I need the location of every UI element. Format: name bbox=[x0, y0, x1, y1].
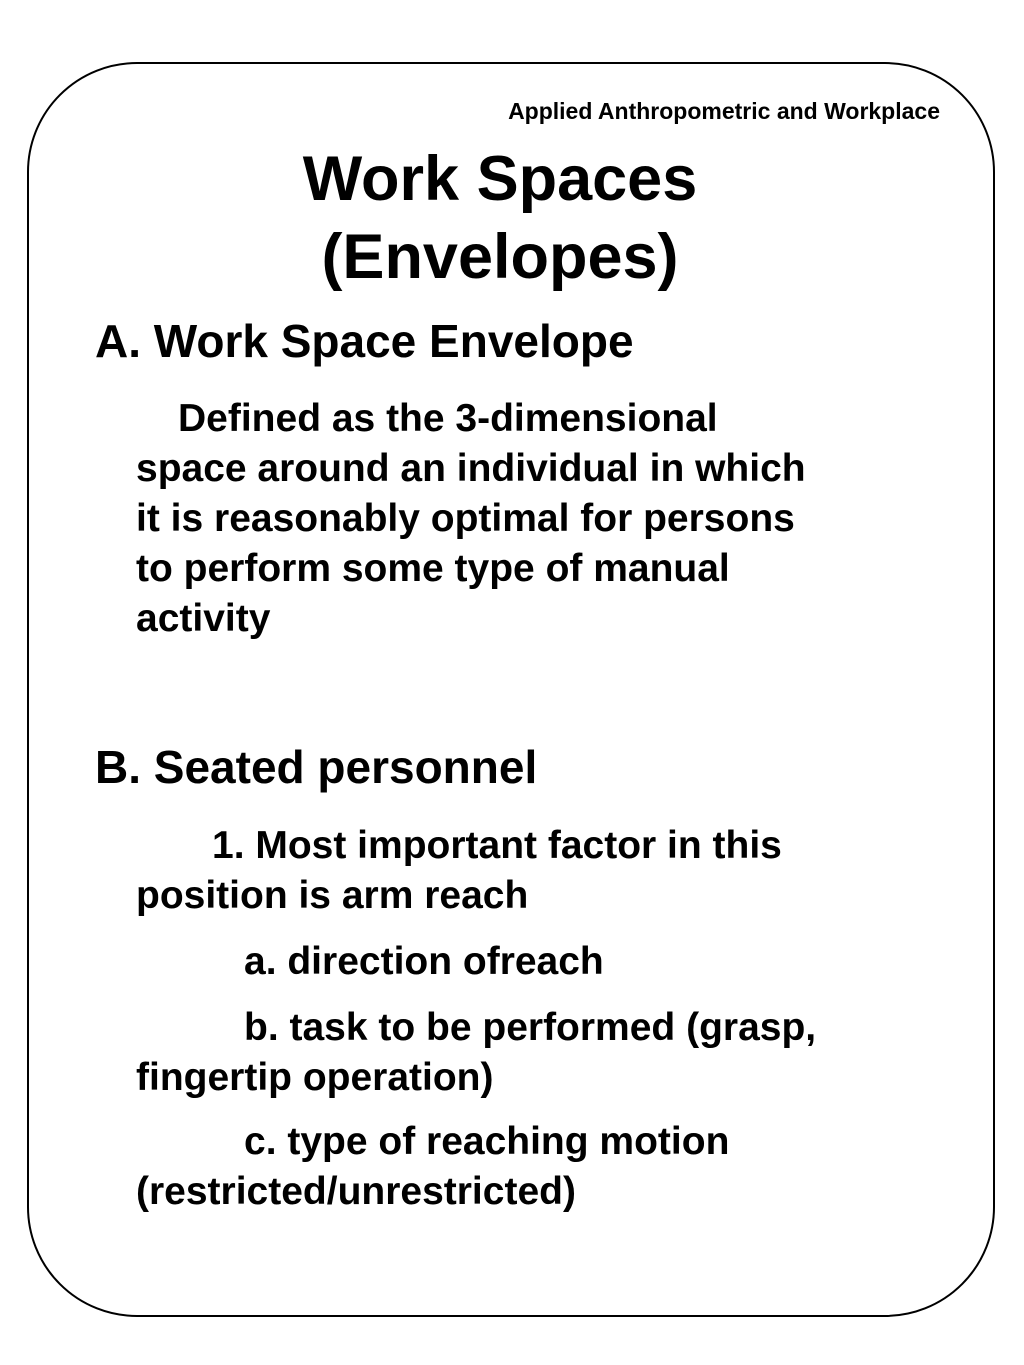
slide-title-line2: (Envelopes) bbox=[321, 222, 679, 292]
section-a-definition bbox=[136, 394, 936, 644]
slide-header: Applied Anthropometric and Workplace bbox=[508, 98, 940, 124]
sub-b-line: fingertip operation) bbox=[136, 1056, 494, 1099]
sub-c-line: c. type of reaching motion bbox=[244, 1120, 730, 1163]
section-a-heading: A. Work Space Envelope bbox=[95, 315, 634, 367]
definition-line: Defined as the 3-dimensional bbox=[178, 397, 718, 440]
section-b-sub-a bbox=[136, 937, 936, 987]
slide-title-line1: Work Spaces bbox=[302, 144, 698, 214]
sub-c-line: (restricted/unrestricted) bbox=[136, 1170, 576, 1213]
section-b-heading: B. Seated personnel bbox=[95, 741, 538, 793]
item1-line: position is arm reach bbox=[136, 874, 529, 917]
sub-b-line: b. task to be performed (grasp, bbox=[244, 1006, 817, 1049]
item1-line: 1. Most important factor in this bbox=[212, 824, 782, 867]
section-b-item1 bbox=[136, 821, 936, 921]
definition-line: activity bbox=[136, 597, 271, 640]
definition-line: space around an individual in which bbox=[136, 447, 806, 490]
section-b-sub-c bbox=[136, 1117, 936, 1217]
sub-a-line: a. direction ofreach bbox=[244, 940, 604, 983]
definition-line: it is reasonably optimal for persons bbox=[136, 497, 795, 540]
section-b-sub-b bbox=[136, 1003, 936, 1103]
definition-line: to perform some type of manual bbox=[136, 547, 730, 590]
